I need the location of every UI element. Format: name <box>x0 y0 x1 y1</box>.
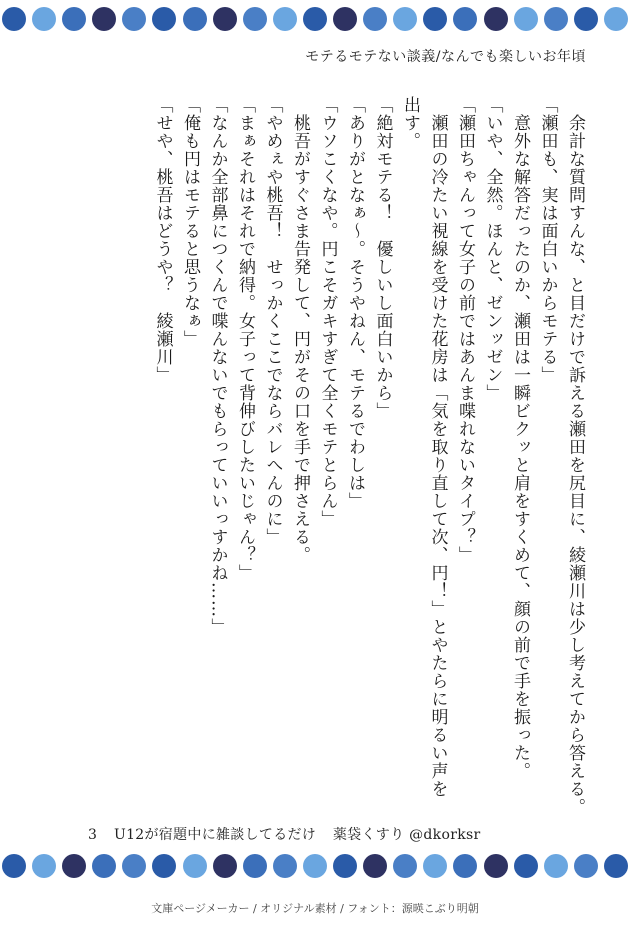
page-footer <box>88 824 492 844</box>
top-border-dot <box>423 7 447 31</box>
top-border-dot <box>333 7 357 31</box>
top-border-dot <box>152 7 176 31</box>
author-credit: 薬袋くすり @dkorksr <box>332 827 481 843</box>
bottom-border-dot <box>122 854 146 878</box>
template-credit: 文庫ページメーカー / オリジナル素材 / フォント：源暎こぶり明朝 <box>151 902 479 915</box>
bottom-border-dot <box>273 854 297 878</box>
top-border-dot <box>122 7 146 31</box>
bottom-border-dot <box>213 854 237 878</box>
top-border-dot <box>514 7 538 31</box>
body-line: 桃吾がすぐさま告発して、円がその口を手で押さえる。 <box>290 96 310 564</box>
body-line: 瀬田の冷たい視線を受けた花房は「気を取り直して次、円！」とやたらに明るい声を <box>427 96 448 798</box>
top-border-dot <box>453 7 477 31</box>
bottom-border-dot <box>32 854 56 878</box>
vertical-body-text <box>148 96 588 816</box>
body-line: 「瀬田も、実は面白いからモテる」 <box>537 96 558 384</box>
top-border-dot <box>243 7 267 31</box>
bottom-border-dot <box>393 854 417 878</box>
bottom-border-dot <box>2 854 26 878</box>
top-border-dot <box>574 7 598 31</box>
bottom-border-dot <box>423 854 447 878</box>
body-line: 意外な解答だったのか、瀬田は一瞬ビクッと肩をすくめて、顔の前で手を振った。 <box>510 96 530 780</box>
bottom-border-dot <box>243 854 267 878</box>
bottom-dot-border <box>0 847 630 885</box>
bottom-border-dot <box>544 854 568 878</box>
bottom-border-dot <box>363 854 387 878</box>
bottom-border-dot <box>484 854 508 878</box>
body-line: 「せや、桃吾はどうや？ 綾瀬川」 <box>152 96 173 384</box>
body-line: 余計な質問すんな、と目だけで訴える瀬田を尻目に、綾瀬川は少し考えてから答える。 <box>565 96 585 816</box>
top-border-dot <box>213 7 237 31</box>
page-number: 3 <box>88 827 98 843</box>
top-border-dot <box>273 7 297 31</box>
bottom-border-dot <box>62 854 86 878</box>
book-title: U12が宿題中に雑談してるだけ <box>113 827 317 843</box>
bottom-border-dot <box>92 854 116 878</box>
bottom-border-dot <box>574 854 598 878</box>
body-line: 「なんか全部鼻につくんで喋んないでもらっていいっすかね……」 <box>207 96 228 636</box>
body-line: 「ウソこくなや。円こそガキすぎて全くモテとらん」 <box>317 96 338 528</box>
top-border-dot <box>32 7 56 31</box>
bottom-border-dot <box>333 854 357 878</box>
top-border-dot <box>393 7 417 31</box>
bottom-border-dot <box>183 854 207 878</box>
bottom-border-dot <box>604 854 628 878</box>
body-line: 「まぁそれはそれで納得。女子って背伸びしたいじゃん？」 <box>235 96 255 582</box>
bottom-border-dot <box>453 854 477 878</box>
top-border-dot <box>92 7 116 31</box>
body-line: 「ありがとなぁ～。そうやねん、モテるでわしは」 <box>345 96 365 510</box>
bottom-border-dot <box>152 854 176 878</box>
top-dot-border <box>0 0 630 38</box>
body-line: 出す。 <box>400 96 420 150</box>
top-border-dot <box>303 7 327 31</box>
top-border-dot <box>484 7 508 31</box>
bottom-border-dot <box>303 854 327 878</box>
page-header-title: モテるモテない談義/なんでも楽しいお年頃 <box>305 49 586 65</box>
top-border-dot <box>363 7 387 31</box>
body-line: 「やめぇや桃吾！ せっかくここでならバレへんのに」 <box>262 96 283 546</box>
body-line: 「俺も円はモテると思うなぁ」 <box>180 96 200 348</box>
top-border-dot <box>183 7 207 31</box>
top-border-dot <box>604 7 628 31</box>
body-line: 「絶対モテる！ 優しいし面白いから」 <box>372 96 393 420</box>
top-border-dot <box>2 7 26 31</box>
body-line: 「いや、全然。ほんと、ゼンッゼン」 <box>482 96 503 402</box>
top-border-dot <box>544 7 568 31</box>
top-border-dot <box>62 7 86 31</box>
body-line: 「瀬田ちゃんって女子の前ではあんま喋れないタイプ？」 <box>455 96 475 564</box>
bottom-border-dot <box>514 854 538 878</box>
